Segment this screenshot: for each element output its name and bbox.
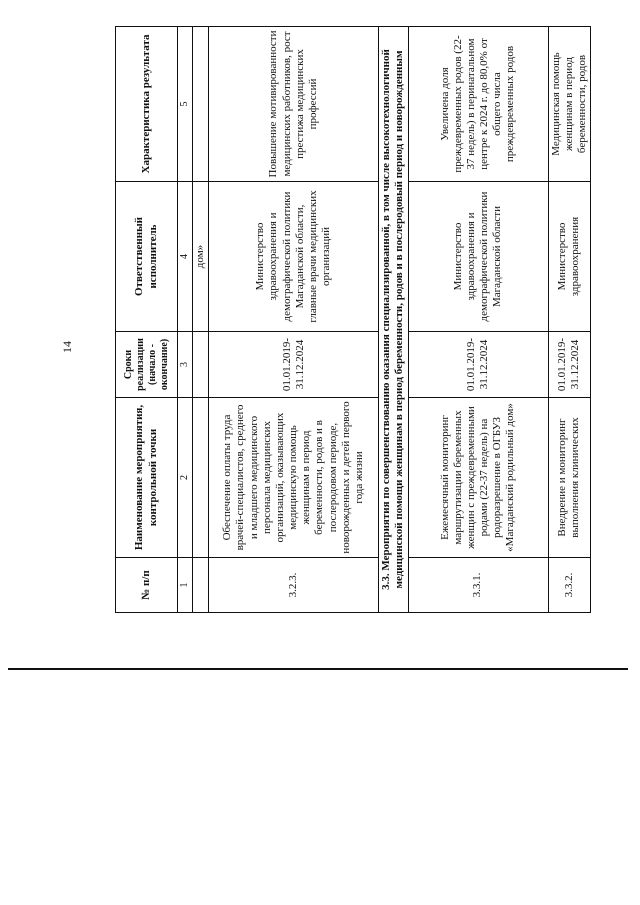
colnum-1: 1: [178, 558, 193, 613]
table-row: [548, 27, 591, 613]
section-title: 3.3. Мероприятия по совершенствованию оказания специализированной, в том числе высокотехнологичной медицинской помощи женщинам в период беременности, родов и в послеродовый период и новорожденным: [379, 27, 408, 613]
row-period: 01.01.2019-31.12.2024: [548, 332, 591, 398]
header-result: Характеристика результата: [116, 27, 178, 182]
colnum-2: 2: [178, 398, 193, 558]
header-period: Сроки реализации (начало - окончание): [116, 332, 178, 398]
continuation-row: [193, 27, 209, 613]
row-result: Увеличена доля преждевременных родов (22-37 недель) в перинатальном центре к 2024 г. до 80,0% от общего числа преждевременных родов: [408, 27, 548, 182]
measures-table: [115, 26, 591, 613]
row-num: 3.3.1.: [408, 558, 548, 613]
page-bottom-rule: [8, 668, 628, 670]
row-result: Медицинская помощь женщинам в период беременности, родов: [548, 27, 591, 182]
continuation-text: дом»: [193, 182, 209, 332]
row-num: 3.2.3.: [209, 558, 379, 613]
row-period: 01.01.2019-31.12.2024: [408, 332, 548, 398]
header-executor: Ответственный исполнитель: [116, 182, 178, 332]
header-name: Наименование мероприятия, контрольной точки: [116, 398, 178, 558]
row-executor: Министерство здравоохранения и демографической политики Магаданской области, главные врачи медицинских организаций: [209, 182, 379, 332]
colnum-5: 5: [178, 27, 193, 182]
header-num: № п/п: [116, 558, 178, 613]
row-executor: Министерство здравоохранения: [548, 182, 591, 332]
rotated-table-container: [115, 27, 588, 613]
row-period: 01.01.2019-31.12.2024: [209, 332, 379, 398]
colnum-3: 3: [178, 332, 193, 398]
colnum-4: 4: [178, 182, 193, 332]
page-number: 14: [60, 341, 74, 353]
row-num: 3.3.2.: [548, 558, 591, 613]
section-row: [379, 27, 408, 613]
header-row: [116, 27, 178, 613]
row-result: Повышение мотивированности медицинских работников, рост престижа медицинских профессий: [209, 27, 379, 182]
table-row: [408, 27, 548, 613]
row-executor: Министерство здравоохранения и демографической политики Магаданской области: [408, 182, 548, 332]
table-row: [209, 27, 379, 613]
row-name: Обеспечение оплаты труда врачей-специалистов, среднего и младшего медицинского персонала медицинских организаций, оказывающих медицинскую помощь женщинам в период беременности, родов и в послеродовом периоде, новорожденных и детей первого года жизни: [209, 398, 379, 558]
row-name: Ежемесячный мониторинг маршрутизации беременных женщин с преждевременными родами (22-37 недель) на родоразрешение в ОГБУЗ «Магаданский родильный дом»: [408, 398, 548, 558]
row-name: Внедрение и мониторинг выполнения клинических: [548, 398, 591, 558]
column-number-row: [178, 27, 193, 613]
